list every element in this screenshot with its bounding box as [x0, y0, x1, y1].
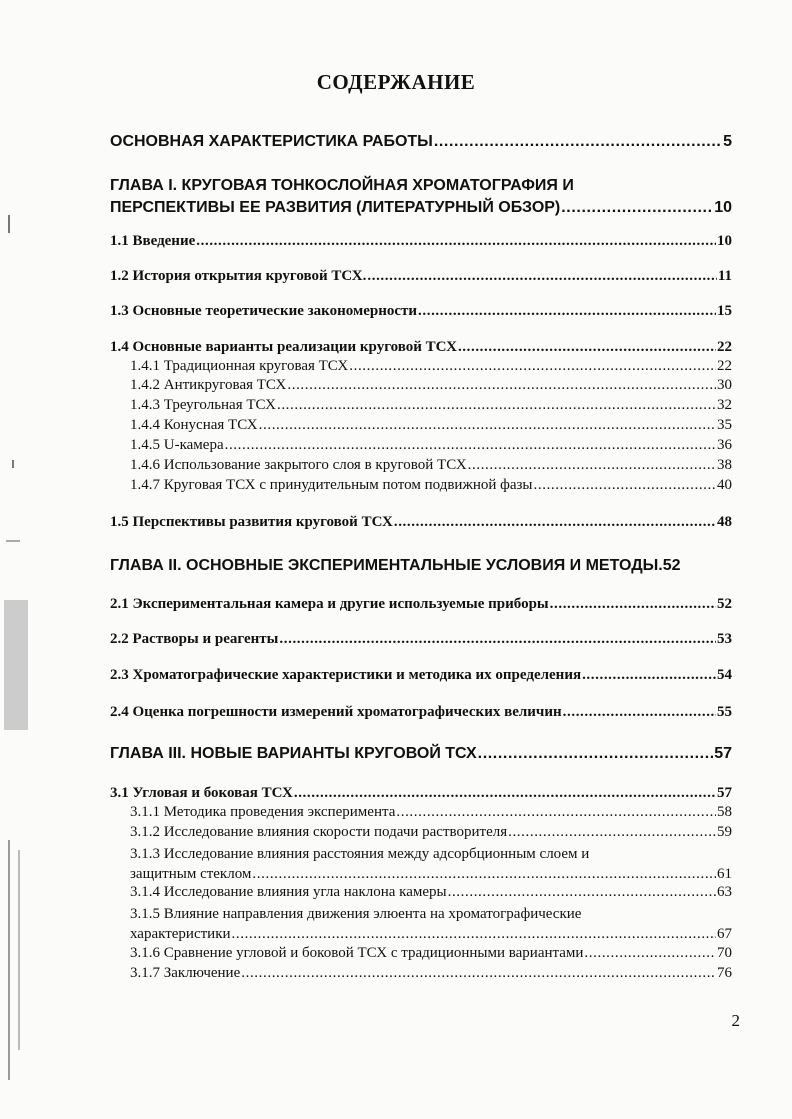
toc-entry-1-4-4[interactable] — [130, 417, 732, 434]
toc-entry-1-4-1[interactable] — [130, 358, 732, 375]
toc-entry-1-4-6[interactable] — [130, 457, 732, 474]
toc-entry-page: 5 — [723, 133, 732, 150]
toc-entry-page: 59 — [717, 824, 732, 840]
toc-entry-text: 1.4 Основные варианты реализации круговой ТСХ — [110, 339, 457, 355]
toc-entry-text: 1.4.3 Треугольная ТСХ — [130, 397, 276, 413]
toc-entry-2-4[interactable] — [110, 704, 732, 721]
toc-entry-3-1-1[interactable] — [130, 804, 732, 821]
toc-entry-text: 1.4.6 Использование закрытого слоя в круговой ТСХ — [130, 457, 467, 473]
toc-entry-page: 35 — [717, 417, 732, 433]
toc-entry-page: 52 — [662, 557, 681, 574]
toc-entry-page: 22 — [717, 358, 732, 374]
toc-entry-page: 55 — [717, 704, 732, 720]
toc-entry-page: 11 — [717, 268, 732, 284]
scan-margin-artifacts — [0, 0, 40, 1119]
toc-entry-page: 53 — [717, 631, 732, 647]
toc-entry-1-2[interactable] — [110, 268, 732, 285]
toc-entry-2-2[interactable] — [110, 631, 732, 648]
toc-entry-page: 15 — [717, 303, 732, 319]
toc-entry-3-1-5[interactable] — [130, 904, 732, 944]
toc-entry-page: 36 — [717, 437, 732, 453]
toc-entry-main-characteristics[interactable] — [110, 133, 732, 151]
toc-entry-1-4[interactable] — [110, 339, 732, 356]
toc-entry-page: 67 — [717, 926, 732, 942]
toc-entry-text: 2.3 Хроматографические характеристики и методика их определения — [110, 667, 582, 683]
toc-entry-text: 1.4.2 Антикруговая ТСХ — [130, 377, 287, 393]
toc-entry-page: 22 — [717, 339, 732, 355]
toc-entry-3-1-2[interactable] — [130, 824, 732, 841]
toc-entry-text: 2.4 Оценка погрешности измерений хроматографических величин — [110, 704, 562, 720]
toc-entry-1-5[interactable] — [110, 514, 732, 531]
toc-entry-page: 48 — [717, 514, 732, 530]
toc-entry-chapter-3[interactable] — [110, 745, 732, 763]
toc-entry-3-1-7[interactable] — [130, 965, 732, 982]
toc-entry-chapter-2[interactable] — [110, 557, 732, 575]
toc-entry-3-1[interactable] — [110, 785, 732, 802]
toc-entry-text: 1.2 История открытия круговой ТСХ. — [110, 268, 367, 284]
toc-entry-2-1[interactable] — [110, 596, 732, 613]
toc-entry-chapter-1[interactable] — [110, 175, 732, 219]
toc-entry-text: 1.3 Основные теоретические закономерности — [110, 303, 418, 319]
toc-entry-text: ГЛАВА III. НОВЫЕ ВАРИАНТЫ КРУГОВОЙ ТСХ — [110, 745, 477, 762]
toc-entry-1-4-3[interactable] — [130, 397, 732, 414]
toc-entry-1-3[interactable] — [110, 303, 732, 320]
toc-entry-page: 38 — [717, 457, 732, 473]
toc-entry-text: 1.4.4 Конусная ТСХ — [130, 417, 258, 433]
toc-entry-text: ПЕРСПЕКТИВЫ ЕЕ РАЗВИТИЯ (ЛИТЕРАТУРНЫЙ ОБЗОР) — [110, 199, 561, 216]
toc-entry-page: 40 — [717, 477, 732, 493]
toc-entry-text: 3.1.6 Сравнение угловой и боковой ТСХ с традиционными вариантами — [130, 945, 584, 961]
toc-entry-text: 3.1.7 Заключение — [130, 965, 241, 981]
toc-entry-3-1-3[interactable] — [130, 844, 732, 884]
toc-entry-1-1[interactable] — [110, 233, 732, 250]
toc-entry-text: 3.1.4 Исследование влияния угла наклона камеры — [130, 884, 447, 900]
toc-entry-2-3[interactable] — [110, 667, 732, 684]
toc-entry-text: характеристики — [130, 926, 231, 942]
toc-entry-text-line1: ГЛАВА I. КРУГОВАЯ ТОНКОСЛОЙНАЯ ХРОМАТОГРАФИЯ И — [110, 177, 574, 194]
toc-entry-text-line1: 3.1.5 Влияние направления движения элюента на хроматографические — [130, 906, 582, 922]
toc-entry-1-4-7[interactable] — [130, 477, 732, 494]
toc-entry-text: 2.1 Экспериментальная камера и другие используемые приборы — [110, 596, 549, 612]
toc-entry-text: ГЛАВА II. ОСНОВНЫЕ ЭКСПЕРИМЕНТАЛЬНЫЕ УСЛОВИЯ И МЕТОДЫ. — [110, 557, 663, 574]
page-number: 2 — [731, 1011, 740, 1030]
toc-entry-page: 10 — [717, 233, 732, 249]
toc-entry-1-4-5[interactable] — [130, 437, 732, 454]
toc-entry-text: 3.1 Угловая и боковая ТСХ — [110, 785, 293, 801]
page-title: СОДЕРЖАНИЕ — [316, 70, 476, 94]
toc-entry-text: 1.4.1 Традиционная круговая ТСХ — [130, 358, 349, 374]
toc-entry-text: 3.1.1 Методика проведения эксперимента — [130, 804, 396, 820]
toc-entry-page: 58 — [717, 804, 732, 820]
toc-entry-text: 1.4.7 Круговая ТСХ с принудительным потом подвижной фазы — [130, 477, 533, 493]
toc-entry-text: 2.2 Растворы и реагенты — [110, 631, 279, 647]
toc-entry-text: 3.1.2 Исследование влияния скорости подачи растворителя — [130, 824, 508, 840]
toc-entry-text: 1.5 Перспективы развития круговой ТСХ — [110, 514, 393, 530]
toc-entry-text: защитным стеклом — [130, 866, 252, 882]
toc-entry-3-1-4[interactable] — [130, 884, 732, 901]
toc-entry-3-1-6[interactable] — [130, 945, 732, 962]
toc-entry-page: 57 — [714, 745, 732, 762]
toc-entry-page: 54 — [717, 667, 732, 683]
toc-entry-page: 32 — [717, 397, 732, 413]
toc-entry-text: ОСНОВНАЯ ХАРАКТЕРИСТИКА РАБОТЫ — [110, 133, 433, 150]
toc-entry-page: 63 — [717, 884, 732, 900]
toc-entry-text: 1.4.5 U-камера — [130, 437, 224, 453]
toc-entry-text-line1: 3.1.3 Исследование влияния расстояния между адсорбционным слоем и — [130, 846, 590, 862]
toc-entry-text: 1.1 Введение — [110, 233, 196, 249]
toc-entry-page: 76 — [717, 965, 732, 981]
toc-entry-page: 52 — [717, 596, 732, 612]
toc-entry-1-4-2[interactable] — [130, 377, 732, 394]
toc-entry-page: 57 — [717, 785, 732, 801]
toc-entry-page: 70 — [717, 945, 732, 961]
toc-entry-page: 30 — [717, 377, 732, 393]
toc-entry-page: 61 — [717, 866, 732, 882]
toc-entry-page: 10 — [714, 199, 732, 216]
